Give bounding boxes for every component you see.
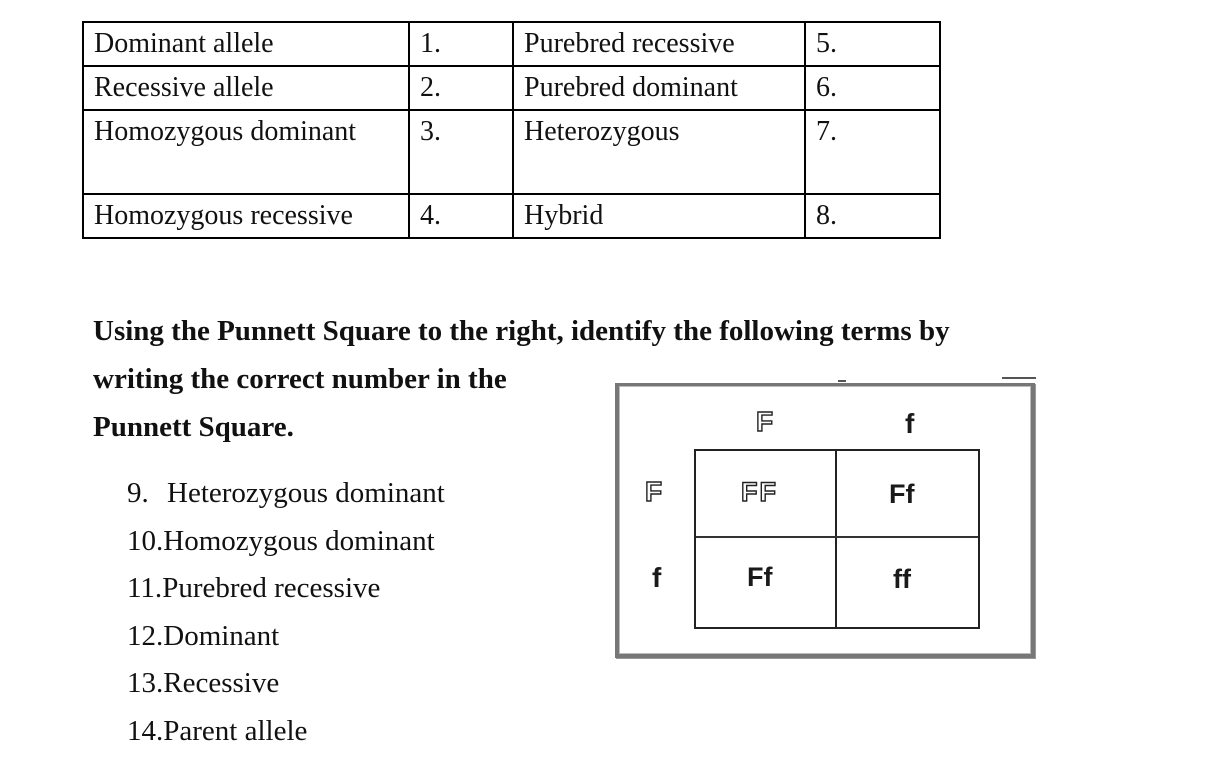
question-text: Purebred recessive bbox=[162, 572, 381, 604]
terms-table bbox=[82, 21, 941, 239]
term-cell: Homozygous recessive bbox=[83, 194, 409, 238]
list-item bbox=[127, 565, 445, 613]
punnett-cell: Ff bbox=[889, 479, 915, 509]
punnett-cell: FF bbox=[741, 477, 778, 507]
side-allele-label: f bbox=[652, 562, 662, 593]
question-number: 12. bbox=[127, 619, 164, 652]
instructions-line: writing the correct number in the bbox=[93, 363, 507, 395]
question-text: Recessive bbox=[163, 667, 280, 699]
instructions-line: Punnett Square. bbox=[93, 411, 294, 443]
question-number: 10. bbox=[127, 524, 164, 557]
table-row bbox=[83, 110, 940, 194]
number-cell: 8. bbox=[805, 194, 940, 238]
question-text: Parent allele bbox=[163, 714, 308, 747]
question-text: Homozygous dominant bbox=[163, 524, 435, 557]
question-text: Heterozygous dominant bbox=[167, 477, 445, 509]
number-cell: 2. bbox=[409, 66, 513, 110]
question-list bbox=[127, 470, 445, 755]
list-item bbox=[127, 613, 445, 661]
number-cell: 7. bbox=[805, 110, 940, 194]
question-number: 11. bbox=[127, 572, 163, 604]
list-item bbox=[127, 660, 445, 708]
term-cell: Homozygous dominant bbox=[83, 110, 409, 194]
number-cell: 5. bbox=[805, 22, 940, 66]
term-cell: Purebred recessive bbox=[513, 22, 805, 66]
list-item bbox=[127, 708, 445, 756]
question-number: 13. bbox=[127, 667, 164, 699]
term-cell: Hybrid bbox=[513, 194, 805, 238]
table-row bbox=[83, 22, 940, 66]
number-cell: 4. bbox=[409, 194, 513, 238]
top-allele-label: f bbox=[905, 408, 915, 439]
question-number: 14. bbox=[127, 714, 164, 747]
term-cell: Recessive allele bbox=[83, 66, 409, 110]
grid-divider bbox=[835, 451, 837, 627]
scan-mark bbox=[838, 380, 846, 382]
term-cell: Purebred dominant bbox=[513, 66, 805, 110]
number-cell: 6. bbox=[805, 66, 940, 110]
instructions-line: Using the Punnett Square to the right, identify the following terms by bbox=[93, 315, 950, 347]
top-allele-label: F bbox=[756, 406, 776, 437]
number-cell: 1. bbox=[409, 22, 513, 66]
number-cell: 3. bbox=[409, 110, 513, 194]
side-allele-label: F bbox=[645, 476, 665, 507]
punnett-grid bbox=[694, 449, 980, 629]
punnett-cell: Ff bbox=[747, 562, 773, 592]
punnett-cell: ff bbox=[893, 564, 911, 594]
punnett-square-figure bbox=[615, 383, 1035, 658]
term-cell: Dominant allele bbox=[83, 22, 409, 66]
grid-divider bbox=[696, 536, 978, 538]
term-cell: Heterozygous bbox=[513, 110, 805, 194]
scan-mark bbox=[1002, 377, 1036, 379]
table-row bbox=[83, 66, 940, 110]
table-row bbox=[83, 194, 940, 238]
list-item bbox=[127, 518, 445, 566]
question-number: 9. bbox=[127, 477, 149, 509]
question-text: Dominant bbox=[163, 619, 280, 652]
list-item bbox=[127, 470, 445, 518]
